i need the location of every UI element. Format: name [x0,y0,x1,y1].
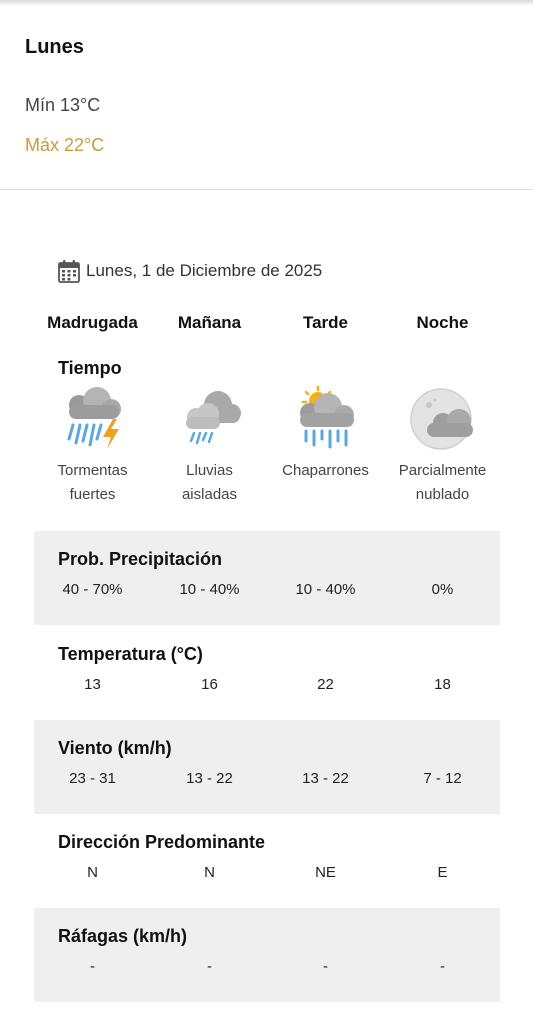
date-row [58,258,322,284]
metric-value: 40 - 70% [62,581,123,598]
condition-tarde [267,459,384,483]
wind-row [34,720,500,814]
metric-value: NE [315,864,336,881]
condition-line: fuertes [69,486,116,503]
metric-value: 10 - 40% [295,581,356,598]
gusts-row [34,908,500,1002]
condition-line: Parcialmente [398,462,487,479]
weather-section-title: Tiempo [58,358,122,378]
metric-value: 0% [431,581,454,598]
weather-descriptions [34,459,500,509]
period-madrugada: Madrugada [47,313,138,332]
divider [0,189,533,190]
metric-value: 22 [317,676,334,693]
condition-line: Tormentas [57,462,128,479]
metric-value: 13 - 22 [302,770,349,787]
metric-title: Temperatura (°C) [58,644,203,664]
day-summary[interactable] [0,0,533,190]
metric-value: 13 - 22 [186,770,233,787]
metric-value: - [323,958,328,975]
metric-value: - [90,958,95,975]
thunderstorm-icon [57,385,129,457]
condition-line: aisladas [181,486,238,503]
weather-icons [34,385,500,457]
condition-noche [384,459,501,507]
partly-cloudy-night-icon [407,385,479,457]
temperature-row [34,626,500,720]
metric-value: 18 [434,676,451,693]
metric-value: N [87,864,98,881]
weather-cell-madrugada [34,385,151,457]
metric-title: Dirección Predominante [58,832,266,852]
precipitation-row [34,531,500,625]
forecast-date: Lunes, 1 de Diciembre de 2025 [86,261,323,280]
period-manana: Mañana [177,313,242,332]
max-temperature: Máx 22°C [25,135,105,155]
weather-cell-tarde [267,385,384,457]
condition-manana [151,459,268,507]
metric-value: N [204,864,215,881]
weather-cell-noche [384,385,501,457]
sun-showers-icon [290,385,362,457]
metric-value: 7 - 12 [423,770,462,787]
metric-value: 13 [84,676,101,693]
period-noche: Noche [416,313,469,332]
day-name: Lunes [25,36,84,58]
metric-value: 10 - 40% [179,581,240,598]
metric-value: - [440,958,445,975]
scattered-showers-icon [174,385,246,457]
metric-title: Viento (km/h) [58,738,172,758]
min-temperature: Mín 13°C [25,95,101,115]
wind-direction-row [34,814,500,908]
period-headers [34,313,500,337]
metric-value: - [207,958,212,975]
period-tarde: Tarde [302,313,349,332]
metric-title: Prob. Precipitación [58,549,223,569]
condition-line: Lluvias [186,462,233,479]
condition-line: nublado [415,486,470,503]
metric-title: Ráfagas (km/h) [58,926,188,946]
metric-value: 16 [201,676,218,693]
calendar-icon [58,259,80,283]
metric-value: E [437,864,448,881]
weather-cell-manana [151,385,268,457]
condition-madrugada [34,459,151,507]
condition-line: Chaparrones [282,462,369,479]
metric-value: 23 - 31 [69,770,116,787]
